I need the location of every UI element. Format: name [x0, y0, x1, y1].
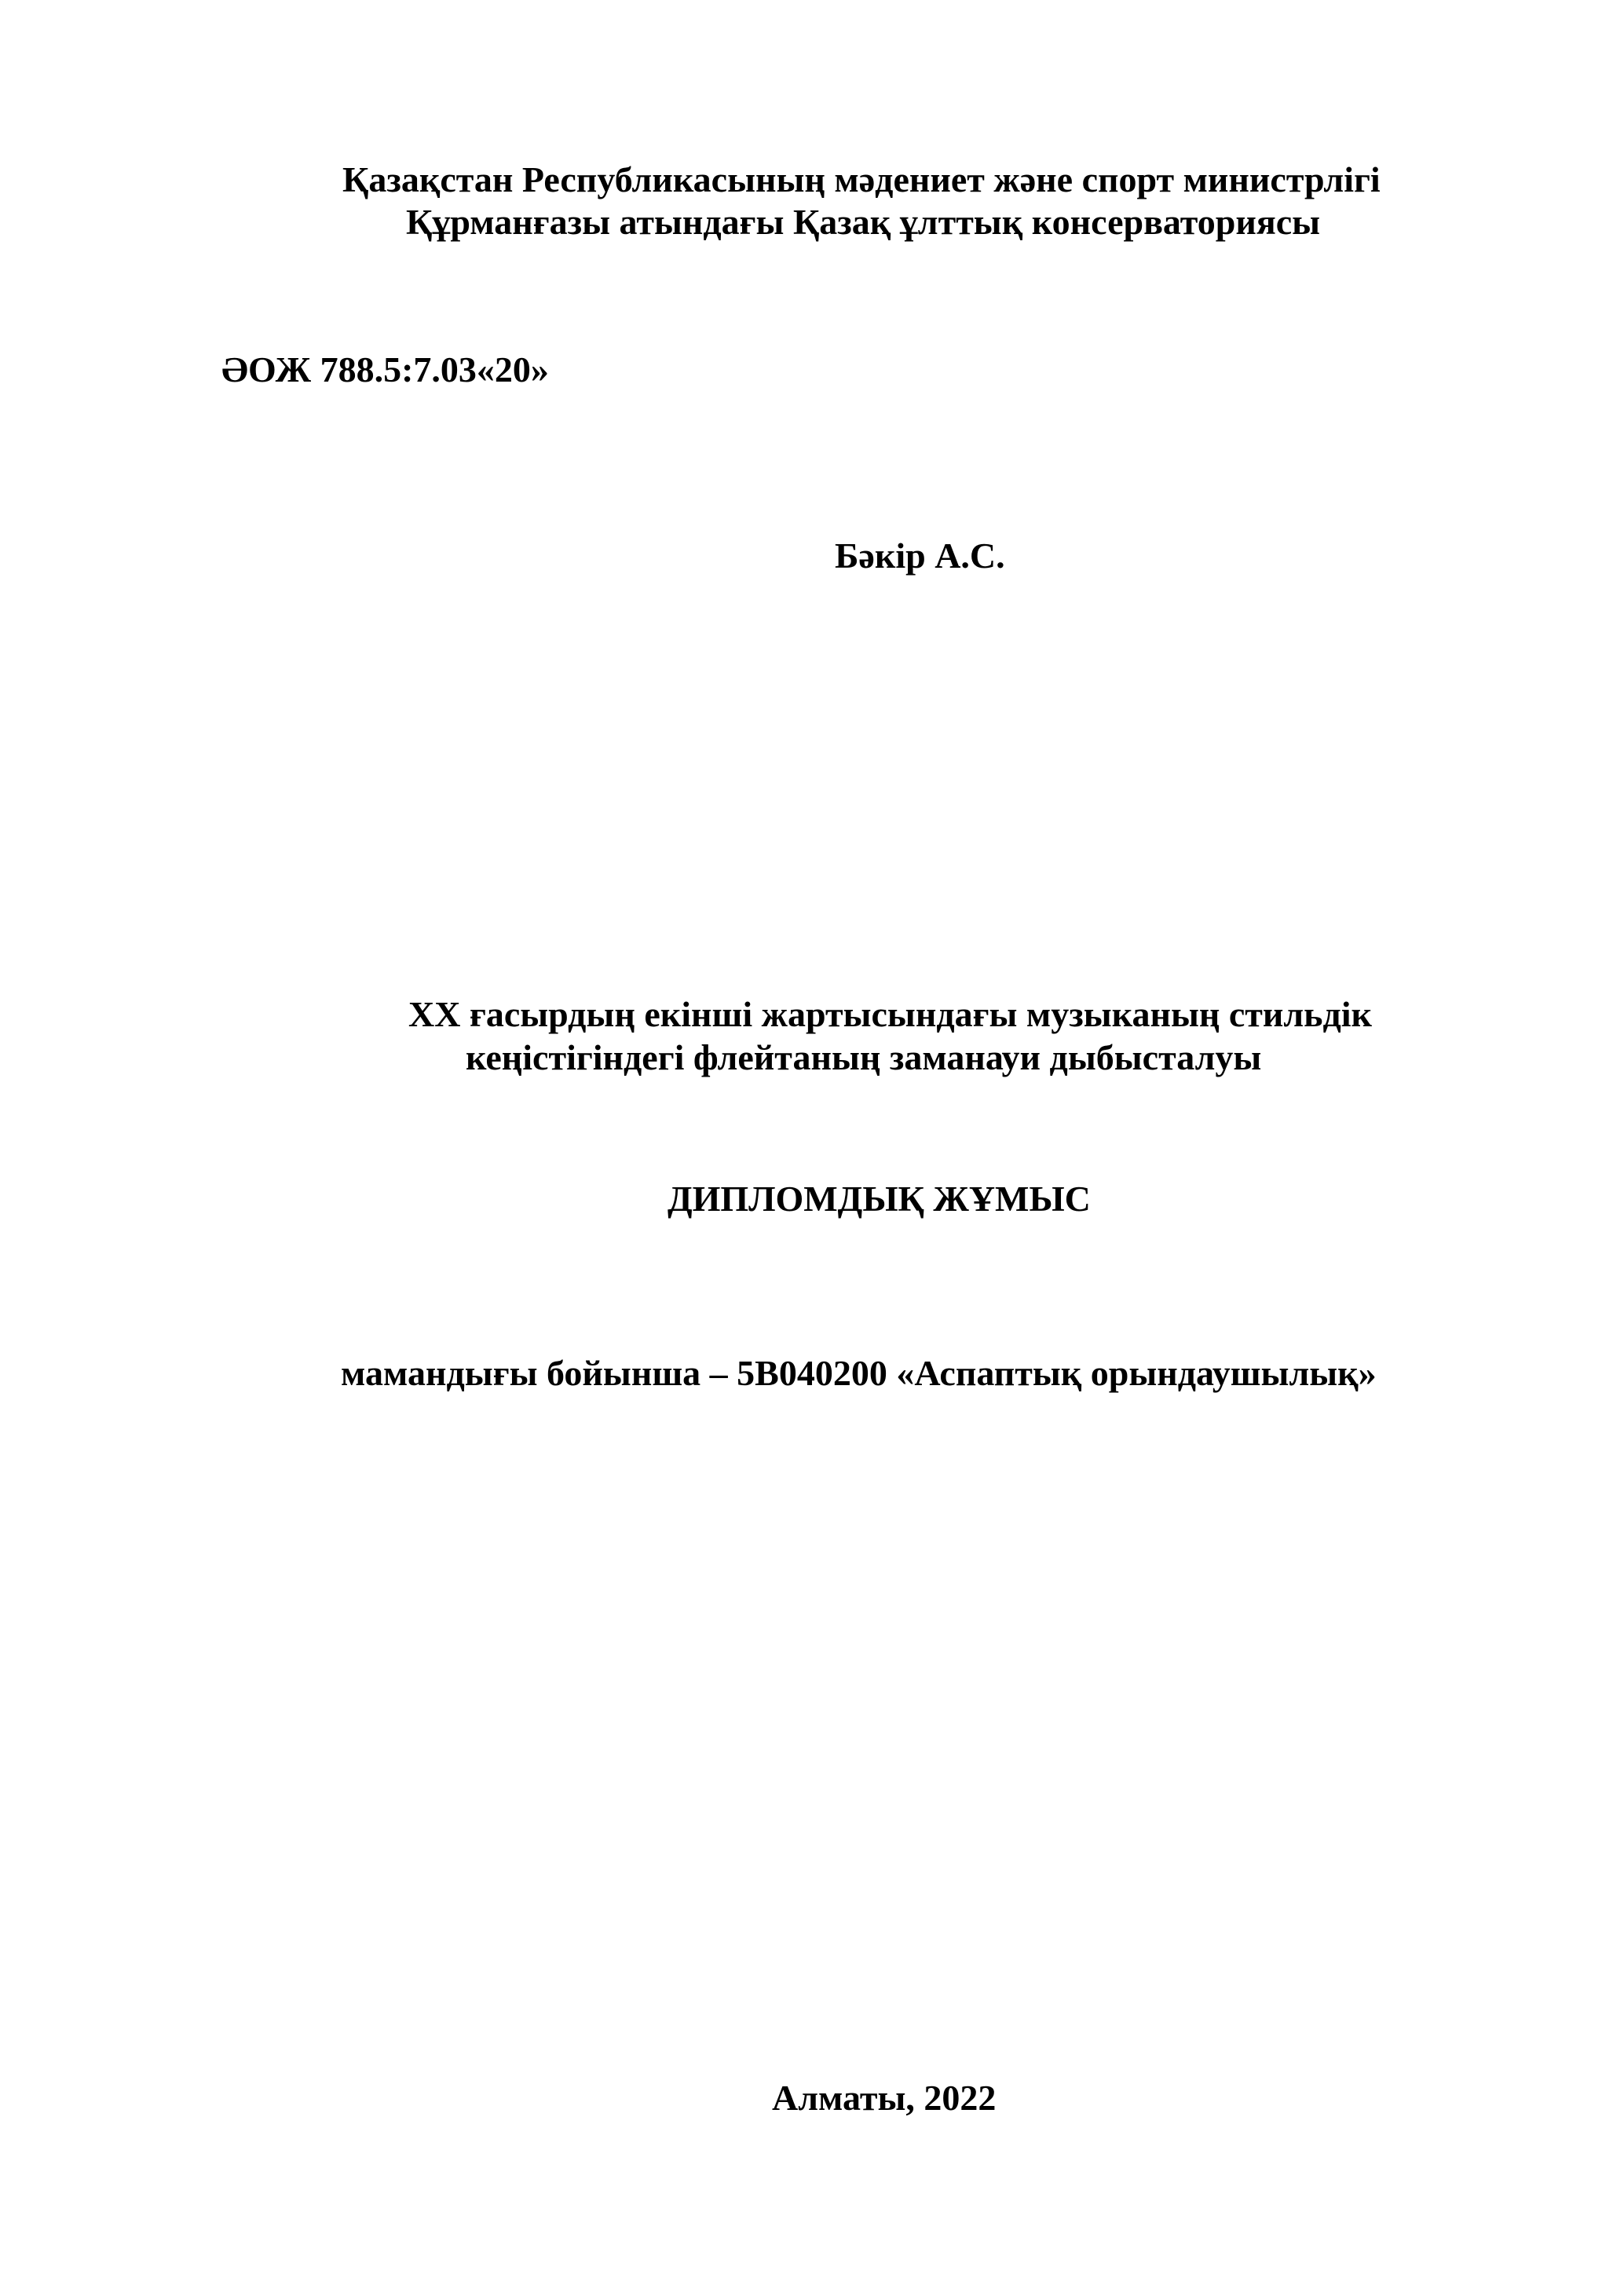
institution-name: Құрманғазы атындағы Қазақ ұлттық консерваториясы [406, 202, 1321, 242]
specialty-line: мамандығы бойынша – 5В040200 «Аспаптық орындаушылық» [341, 1353, 1377, 1393]
udc-code: ӘОЖ 788.5:7.03«20» [221, 349, 549, 389]
thesis-title-line-2: кеңістігіндегі флейтаның заманауи дыбысталуы [466, 1037, 1262, 1077]
ministry-name: Қазақстан Республикасының мәдениет және спорт министрлігі [342, 159, 1381, 199]
document-type: ДИПЛОМДЫҚ ЖҰМЫС [668, 1179, 1091, 1219]
author-name: Бәкір А.С. [835, 536, 1005, 576]
thesis-title-line-1: XX ғасырдың екінші жартысындағы музыканың стильдік [408, 994, 1373, 1034]
city-year: Алматы, 2022 [772, 2078, 997, 2118]
